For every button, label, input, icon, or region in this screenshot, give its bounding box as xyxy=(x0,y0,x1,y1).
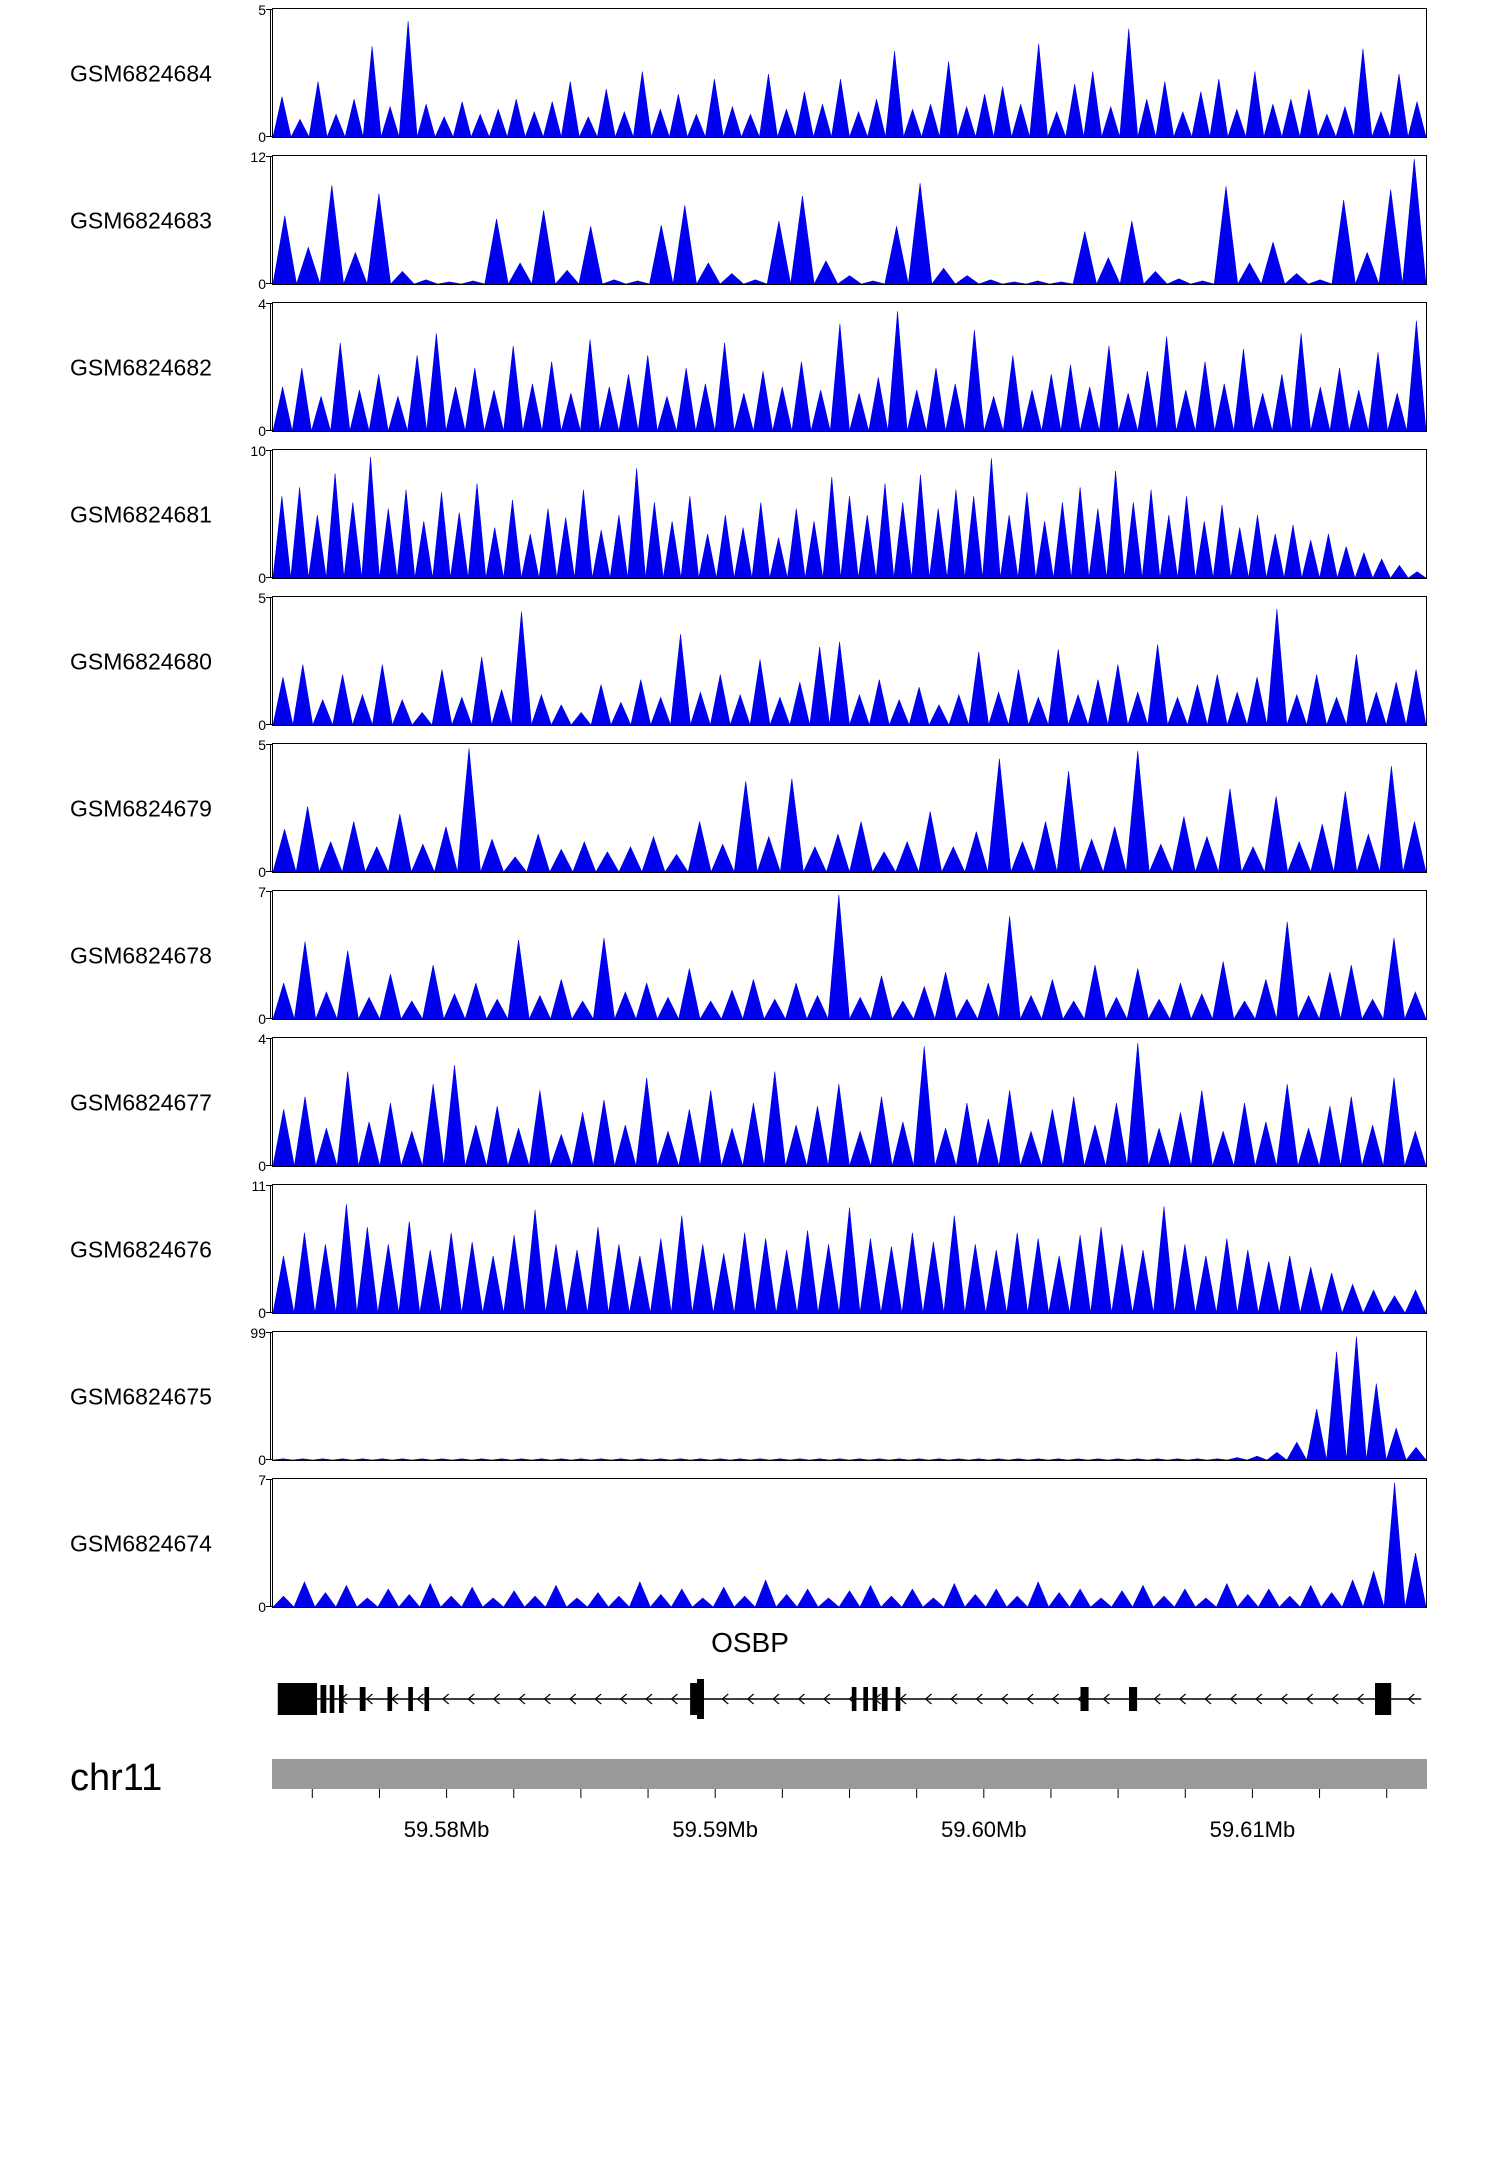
y-axis-max-label: 5 xyxy=(258,2,266,18)
track-plot-area xyxy=(272,890,1427,1020)
ruler-tick-label: 59.59Mb xyxy=(672,1817,758,1842)
y-axis-min-label: 0 xyxy=(258,1011,266,1027)
track-plot-area xyxy=(272,155,1427,285)
y-axis-max-label: 7 xyxy=(258,1472,266,1488)
y-axis-max-label: 12 xyxy=(250,149,266,165)
ruler-tick-label: 59.60Mb xyxy=(940,1817,1027,1842)
track-label: GSM6824684 xyxy=(70,60,212,86)
y-axis-min-label: 0 xyxy=(258,1452,266,1468)
exon-block xyxy=(882,1687,888,1711)
track-plot-area xyxy=(272,1037,1427,1167)
ruler-tick-label: 59.58Mb xyxy=(403,1817,490,1842)
exon-block xyxy=(330,1685,335,1713)
coverage-area xyxy=(273,1483,1426,1607)
ruler-tick-label: 59.61Mb xyxy=(1209,1817,1296,1842)
track-plot-area xyxy=(272,1331,1427,1461)
y-axis-max-label: 99 xyxy=(250,1325,266,1341)
exon-block xyxy=(339,1685,344,1713)
chromosome-axis-section xyxy=(0,1747,1500,1897)
coverage-track xyxy=(0,1029,1500,1176)
track-label: GSM6824675 xyxy=(70,1383,212,1409)
y-axis-line xyxy=(270,1479,271,1607)
y-axis-min-label: 0 xyxy=(258,1305,266,1321)
exon-block xyxy=(1081,1687,1089,1711)
y-axis-line xyxy=(270,597,271,725)
track-label: GSM6824678 xyxy=(70,942,212,968)
coverage-area xyxy=(273,1204,1426,1313)
chromosome-label: chr11 xyxy=(70,1757,163,1799)
coverage-track xyxy=(0,882,1500,1029)
y-axis-max-label: 4 xyxy=(258,296,266,312)
coverage-track xyxy=(0,294,1500,441)
exon-block xyxy=(697,1679,704,1719)
coverage-track xyxy=(0,588,1500,735)
coverage-track xyxy=(0,1470,1500,1617)
y-axis-min-label: 0 xyxy=(258,864,266,880)
y-axis-line xyxy=(270,1332,271,1460)
track-label: GSM6824676 xyxy=(70,1236,212,1262)
coverage-area xyxy=(273,1043,1426,1166)
y-axis-line xyxy=(270,1038,271,1166)
coverage-track xyxy=(0,0,1500,147)
exon-block xyxy=(408,1687,413,1711)
gene-annotation-section xyxy=(0,1617,1500,1747)
track-plot-area xyxy=(272,302,1427,432)
coverage-track xyxy=(0,1323,1500,1470)
coverage-area xyxy=(273,609,1426,725)
exon-block xyxy=(863,1687,868,1711)
y-axis-max-label: 10 xyxy=(250,443,266,459)
y-axis-line xyxy=(270,450,271,578)
coverage-track xyxy=(0,1176,1500,1323)
exon-block xyxy=(896,1687,901,1711)
exon-block xyxy=(1375,1683,1391,1715)
track-label: GSM6824677 xyxy=(70,1089,212,1115)
exon-block xyxy=(278,1683,317,1715)
y-axis-max-label: 7 xyxy=(258,884,266,900)
gene-model xyxy=(272,1669,1427,1719)
coverage-track xyxy=(0,147,1500,294)
y-axis-line xyxy=(270,156,271,284)
y-axis-min-label: 0 xyxy=(258,276,266,292)
coverage-track xyxy=(0,735,1500,882)
y-axis-min-label: 0 xyxy=(258,1158,266,1174)
chromosome-ideogram-bar xyxy=(272,1759,1427,1789)
coverage-area xyxy=(273,21,1426,137)
y-axis-min-label: 0 xyxy=(258,423,266,439)
exon-block xyxy=(424,1687,429,1711)
track-plot-area xyxy=(272,1478,1427,1608)
track-label: GSM6824680 xyxy=(70,648,212,674)
y-axis-max-label: 4 xyxy=(258,1031,266,1047)
y-axis-max-label: 5 xyxy=(258,590,266,606)
coverage-area xyxy=(273,457,1426,578)
track-plot-area xyxy=(272,449,1427,579)
track-plot-area xyxy=(272,743,1427,873)
y-axis-min-label: 0 xyxy=(258,570,266,586)
y-axis-line xyxy=(270,303,271,431)
track-label: GSM6824683 xyxy=(70,207,212,233)
coverage-area xyxy=(273,1337,1426,1460)
coverage-area xyxy=(273,311,1426,431)
exon-block xyxy=(321,1685,327,1713)
exon-block xyxy=(388,1687,393,1711)
coverage-area xyxy=(273,895,1426,1019)
y-axis-line xyxy=(270,1185,271,1313)
genomic-coordinate-ruler xyxy=(272,1789,1427,1849)
track-label: GSM6824679 xyxy=(70,795,212,821)
y-axis-max-label: 5 xyxy=(258,737,266,753)
y-axis-line xyxy=(270,891,271,1019)
exon-block xyxy=(852,1687,857,1711)
y-axis-line xyxy=(270,744,271,872)
y-axis-min-label: 0 xyxy=(258,129,266,145)
y-axis-min-label: 0 xyxy=(258,717,266,733)
track-plot-area xyxy=(272,8,1427,138)
gene-name-label: OSBP xyxy=(711,1627,789,1658)
y-axis-min-label: 0 xyxy=(258,1599,266,1615)
exon-block xyxy=(1129,1687,1137,1711)
coverage-track xyxy=(0,441,1500,588)
coverage-area xyxy=(273,749,1426,872)
track-label: GSM6824681 xyxy=(70,501,212,527)
track-plot-area xyxy=(272,1184,1427,1314)
coverage-area xyxy=(273,159,1426,284)
exon-block xyxy=(360,1687,366,1711)
track-label: GSM6824682 xyxy=(70,354,212,380)
y-axis-line xyxy=(270,9,271,137)
y-axis-max-label: 11 xyxy=(251,1178,266,1194)
track-plot-area xyxy=(272,596,1427,726)
exon-block xyxy=(873,1687,878,1711)
track-label: GSM6824674 xyxy=(70,1530,212,1556)
